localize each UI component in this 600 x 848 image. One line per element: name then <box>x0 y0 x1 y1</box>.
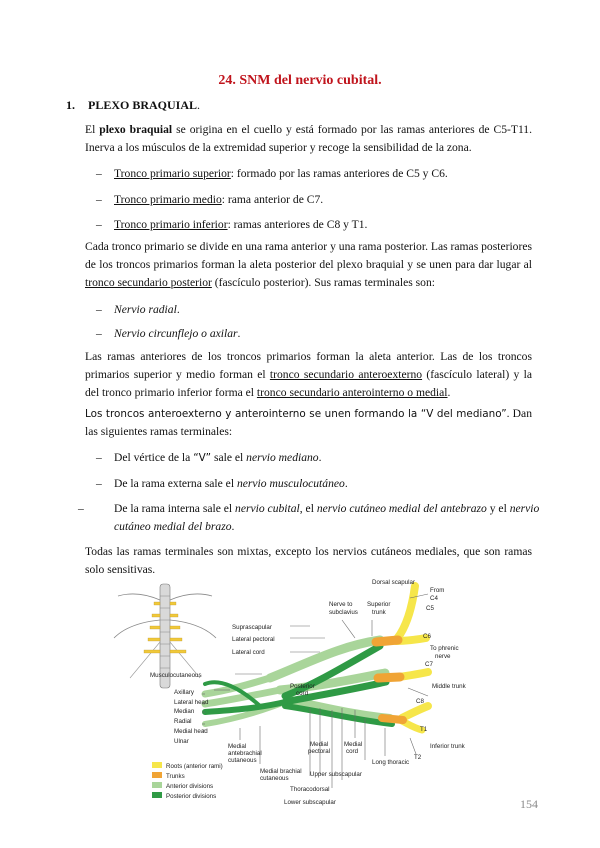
label-medial-antebrachial: Medial <box>228 743 247 750</box>
list-item-trunk-inferior <box>96 216 532 234</box>
label-medial-pectoral: Medial <box>310 741 329 748</box>
division-paragraph <box>85 238 532 292</box>
label-from: From <box>430 587 445 594</box>
item-text: : rama anterior de C7. <box>221 193 324 206</box>
label-ulnar: Ulnar <box>174 738 189 745</box>
list-item-median <box>96 449 532 467</box>
label-c8: C8 <box>416 698 424 705</box>
dash: – <box>78 502 84 515</box>
nerve-name: nervio cubital <box>235 502 300 515</box>
label-medial-cord: Medial <box>344 741 363 748</box>
dash: – <box>96 303 102 316</box>
nerve-name: nervio cutáneo medial del brazo <box>114 502 540 533</box>
intro-pre: El <box>85 123 100 136</box>
intro-post: se origina en el cuello y está formado por las ramas anteriores de C5-T11. Inerva a los músculos de la extremidad superior y recoge la sensibilidad de la zona. <box>85 123 533 154</box>
item-text: : ramas anteriores de C8 y T1. <box>227 218 368 231</box>
term-underlined: tronco secundario anterointerno o medial <box>256 385 448 399</box>
dash: – <box>96 477 102 490</box>
dash: – <box>96 167 102 180</box>
label-c4: C4 <box>430 595 438 602</box>
label-medial-head: Medial head <box>174 728 208 735</box>
anterior-text-2: (fascículo lateral) y la del tronco primario inferior forma el <box>85 367 532 399</box>
list-item-musculocutaneous <box>96 475 532 493</box>
term-underlined: tronco secundario anteroexterno <box>269 367 423 381</box>
label-upper-subscapular: Upper subscapular <box>310 771 362 778</box>
label-radial: Radial <box>174 718 192 725</box>
v-mark: “V” <box>193 452 212 464</box>
label-trunk: trunk <box>372 609 386 616</box>
division-post: (fascículo posterior). Sus ramas terminales son: <box>211 275 435 289</box>
label-lower-subscapular: Lower subscapular <box>284 799 336 806</box>
v-sentence: Los troncos anteroexterno y anterointerno se unen formando la “V del mediano” <box>85 408 507 420</box>
figure-legend <box>152 762 223 800</box>
nerve-name: nervio cutáneo medial del antebrazo <box>316 502 487 515</box>
dash: – <box>96 327 102 340</box>
item-text: Del vértice de la <box>114 451 194 464</box>
label-to-phrenic: To phrenic <box>430 645 459 652</box>
dash: – <box>96 451 102 464</box>
anterior-paragraph <box>85 348 532 402</box>
term-underlined: tronco secundario posterior <box>85 275 212 289</box>
section-title-period: . <box>197 98 201 112</box>
legend-swatch-posterior <box>152 792 162 798</box>
label-lateral-head: Lateral head <box>174 699 209 706</box>
label-cutaneous: cutaneous <box>228 757 257 764</box>
label-t1: T1 <box>420 726 428 733</box>
item-text: , el <box>299 502 317 515</box>
label-subclavius: subclavius <box>329 609 358 616</box>
label-antebrachial: antebrachial <box>228 750 262 757</box>
item-text: sale el <box>211 451 247 464</box>
item-text: De la rama interna sale el <box>114 502 236 515</box>
label-cord: cord <box>296 690 309 697</box>
label-superior: Superior <box>367 601 391 608</box>
legend-label-posterior: Posterior divisions <box>166 793 217 800</box>
legend-label-trunks: Trunks <box>166 773 185 780</box>
list-item-radial <box>96 301 532 319</box>
page-number: 154 <box>520 797 538 811</box>
label-musculocutaneous: Musculocutaneous <box>150 672 202 679</box>
label-thoracodorsal: Thoracodorsal <box>290 786 330 793</box>
list-item-trunk-medio <box>96 191 532 209</box>
label-dorsal-scapular: Dorsal scapular <box>372 579 415 586</box>
label-c6: C6 <box>423 633 431 640</box>
v-paragraph <box>85 405 532 441</box>
label-middle-trunk: Middle trunk <box>432 683 466 690</box>
item-end: . <box>237 327 241 340</box>
section-heading <box>66 96 200 115</box>
label-c5: C5 <box>426 605 434 612</box>
anterior-text-1: Las ramas anteriores de los troncos primarios forman la aleta anterior. Las de los troncos primarios superior y medio forman el <box>85 350 532 381</box>
label-inferior-trunk: Inferior trunk <box>430 743 465 750</box>
label-t2: T2 <box>414 754 422 761</box>
item-end: . <box>318 451 322 464</box>
legend-label-anterior: Anterior divisions <box>166 783 214 790</box>
dash: – <box>96 193 102 206</box>
list-item-trunk-superior <box>96 165 532 183</box>
closing-paragraph: Todas las ramas terminales son mixtas, excepto los nervios cutáneos mediales, que son ramas solo sensitivas. <box>85 545 532 576</box>
nerve-name: nervio mediano <box>246 451 319 464</box>
label-axillary: Axillary <box>174 689 194 696</box>
page-title: 24. SNM del nervio cubital. <box>218 73 382 88</box>
section-title: PLEXO BRAQUIAL <box>88 98 198 112</box>
label-cutaneous-2: cutaneous <box>260 775 289 782</box>
nerve-name: nervio musculocutáneo <box>236 477 345 490</box>
label-posterior: Posterior <box>290 683 315 690</box>
item-text: : formado por las ramas anteriores de C5 y C6. <box>230 167 448 180</box>
legend-swatch-trunks <box>152 772 162 778</box>
label-medial-brachial: Medial brachial <box>260 768 302 775</box>
intro-bold-term: plexo braquial <box>99 123 173 136</box>
anterior-text-3: . <box>447 385 451 399</box>
intro-paragraph <box>85 121 532 157</box>
item-text: De la rama externa sale el <box>114 477 237 490</box>
item-end: . <box>176 303 180 316</box>
label-lateral-pectoral: Lateral pectoral <box>232 636 275 643</box>
dash: – <box>96 218 102 231</box>
item-end: . <box>231 519 235 533</box>
section-number: 1. <box>66 98 75 112</box>
term-underlined: Tronco primario superior <box>114 167 231 180</box>
nerve-name: Nervio radial <box>114 303 177 316</box>
label-nerve-to: Nerve to <box>329 601 353 608</box>
legend-swatch-roots <box>152 762 162 768</box>
term-underlined: Tronco primario medio <box>114 193 222 206</box>
item-end: . <box>344 477 348 490</box>
brachial-plexus-figure <box>110 578 480 810</box>
v-rest: . Dan las siguientes ramas terminales: <box>85 407 532 438</box>
nerve-name: Nervio circunflejo o axilar <box>114 327 238 340</box>
legend-label-roots: Roots (anterior rami) <box>166 763 223 770</box>
label-suprascapular: Suprascapular <box>232 624 272 631</box>
item-text: y el <box>486 502 510 515</box>
label-lateral-cord: Lateral cord <box>232 649 265 656</box>
label-pectoral: pectoral <box>308 748 331 755</box>
list-item-axilar <box>96 325 532 343</box>
list-item-ulnar <box>78 500 550 536</box>
legend-swatch-anterior <box>152 782 162 788</box>
division-pre: Cada tronco primario se divide en una rama anterior y una rama posterior. Las ramas posteriores de los troncos primarios forman la aleta posterior del plexo braquial y se unen para dar lugar al <box>85 240 532 271</box>
label-median: Median <box>174 708 195 715</box>
label-cord-2: cord <box>346 748 359 755</box>
label-nerve: nerve <box>435 653 451 660</box>
term-underlined: Tronco primario inferior <box>114 218 228 231</box>
label-long-thoracic: Long thoracic <box>372 759 410 766</box>
label-c7: C7 <box>425 661 433 668</box>
